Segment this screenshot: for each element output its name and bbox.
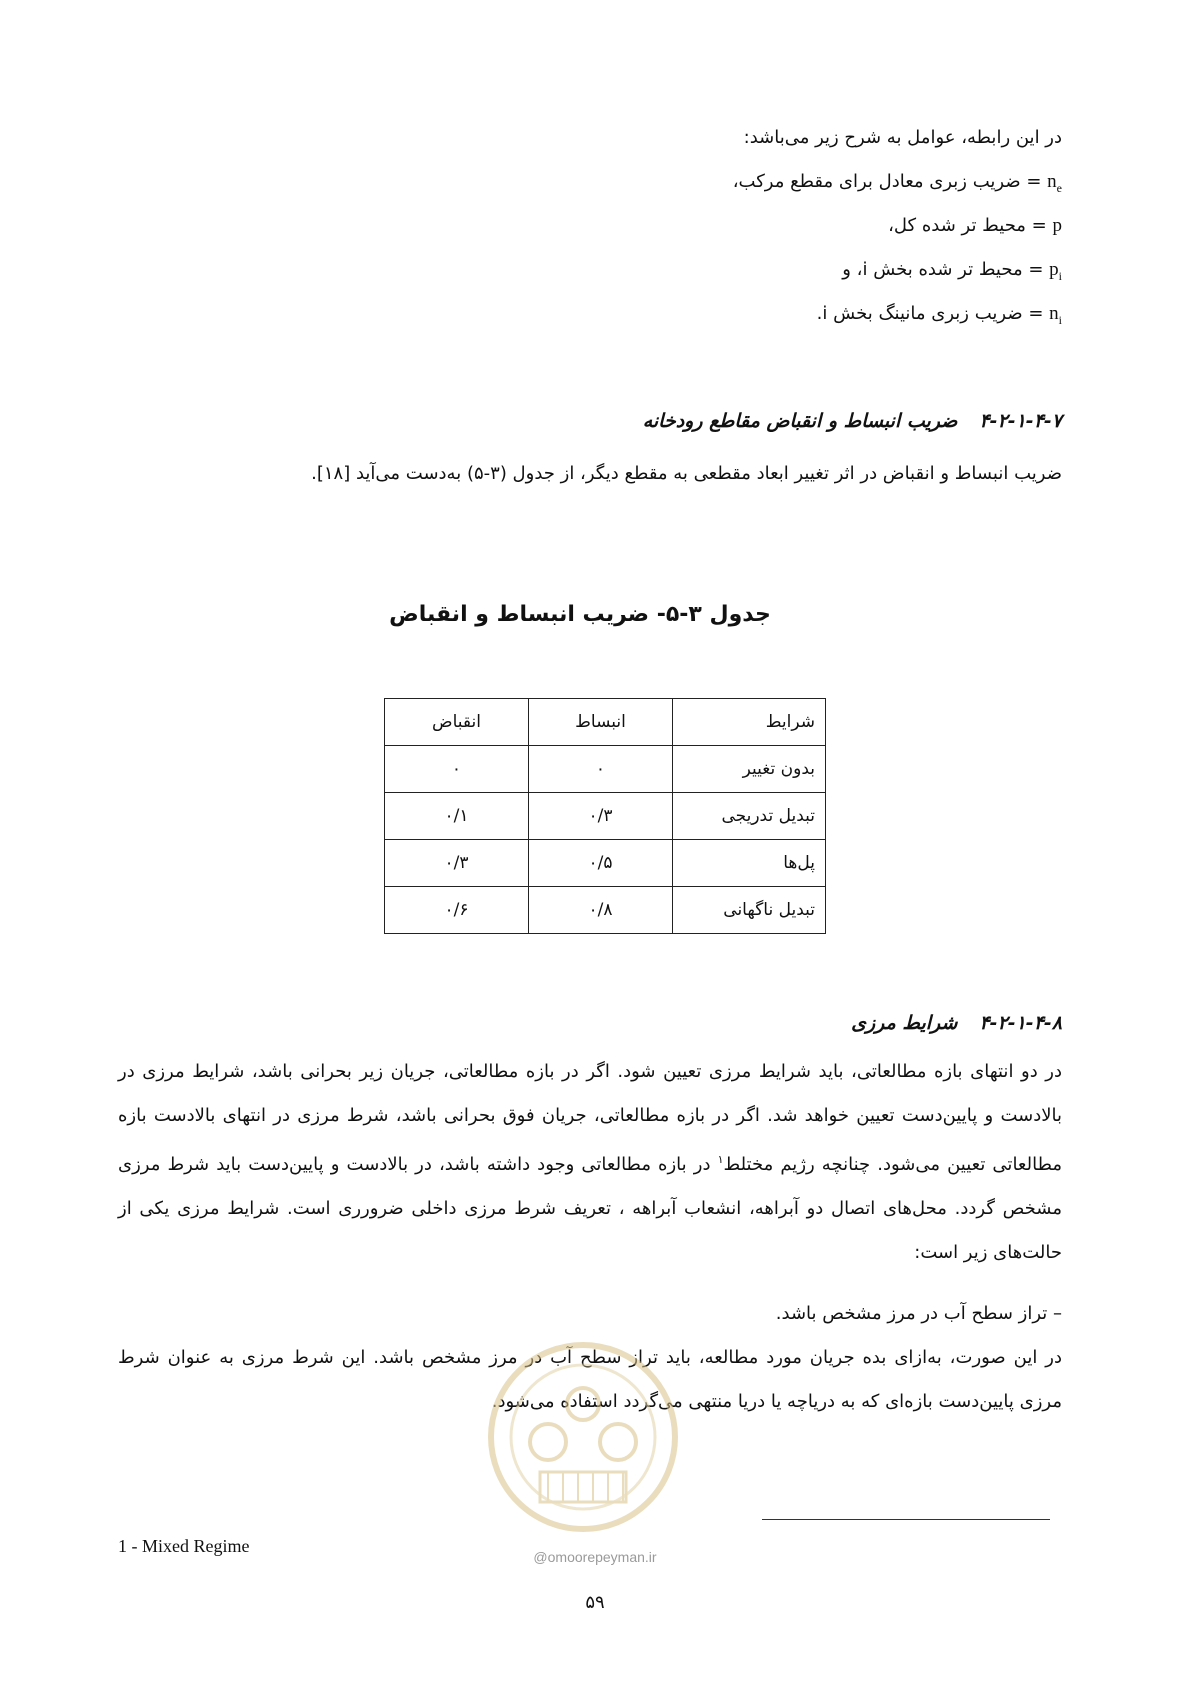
table-header-row <box>385 699 826 746</box>
table-cell: ۰/۱ <box>385 793 529 840</box>
section-body-8: در دو انتهای بازه مطالعاتی، باید شرایط مرزی تعیین شود. اگر در بازه مطالعاتی، جریان زیر بحرانی باشد، شرایط مرزی در بالادست و پایین‌دست تعیین خواهد شد. اگر در بازه مطالعاتی، جریان فوق بحرانی باشد، شرط مرزی در انتهای بالادست بازه مطالعاتی تعیین می‌شود. چنانچه رژیم مختلط$^۱$ در بازه مطالعاتی وجود داشته باشد، در بالادست و پایین‌دست باید شرط مرزی مشخص گردد. محل‌های اتصال دو آبراهه، انشعاب آبراهه ، تعریف شرط مرزی داخلی ضرورری است. شرایط مرزی یکی از حالت‌های زیر است: <box>118 1061 1062 1263</box>
intro-text: در این رابطه، عوامل به شرح زیر می‌باشد: <box>743 127 1062 148</box>
table-header: شرایط <box>673 699 826 746</box>
variable-ni <box>817 302 1062 332</box>
variable-description: = محیط تر شده بخش i، و <box>842 259 1044 280</box>
bullet-item: – تراز سطح آب در مرز مشخص باشد. <box>775 1303 1062 1324</box>
variable-symbol: $p_i$ <box>1049 259 1062 283</box>
footnote-divider <box>762 1519 1050 1520</box>
table-cell: ۰/۳ <box>529 793 673 840</box>
footnote-ref[interactable]: ۱ <box>717 1153 724 1166</box>
table-cell: تبدیل تدریجی <box>673 793 826 840</box>
variable-description: = محیط تر شده کل، <box>888 215 1047 236</box>
watermark-text: @omoorepeyman.ir <box>533 1549 657 1565</box>
table-cell: ۰/۳ <box>385 840 529 887</box>
section-title: ضریب انبساط و انقباض مقاطع رودخانه <box>642 410 958 432</box>
variable-p <box>888 214 1062 238</box>
table-header: انقباض <box>385 699 529 746</box>
table-row <box>385 887 826 934</box>
table-cell: پل‌ها <box>673 840 826 887</box>
table-cell: ۰/۵ <box>529 840 673 887</box>
variable-symbol: $n_e$ <box>1047 171 1062 195</box>
table-cell: بدون تغییر <box>673 746 826 793</box>
table-row <box>385 793 826 840</box>
section-body-8b: در این صورت، به‌ازای بده جریان مورد مطالعه، باید تراز سطح آب در مرز مشخص باشد. این شرط مرزی به عنوان شرط مرزی پایین‌دست بازه‌ای که به دریاچه یا دریا منتهی می‌گردد استفاده می‌شود. <box>118 1347 1062 1412</box>
table-row <box>385 840 826 887</box>
variable-ne <box>733 170 1062 200</box>
section-number: ۴-۲-۱-۴-۷ <box>979 410 1062 432</box>
section-body-7: ضریب انبساط و انقباض در اثر تغییر ابعاد مقطعی به مقطع دیگر، از جدول (۳-۵) به‌دست می‌آید [۱۸]. <box>311 463 1062 484</box>
table-header: انبساط <box>529 699 673 746</box>
seal-watermark-icon <box>478 1332 688 1582</box>
table-cell: تبدیل ناگهانی <box>673 887 826 934</box>
section-title: شرایط مرزی <box>851 1012 958 1034</box>
variable-description: = ضریب زبری مانینگ بخش i. <box>816 303 1044 324</box>
table-cell: ۰ <box>529 746 673 793</box>
section-number: ۴-۲-۱-۴-۸ <box>979 1012 1062 1034</box>
section-heading-7 <box>643 410 1062 432</box>
table-row <box>385 746 826 793</box>
variable-description: = ضریب زبری معادل برای مقطع مرکب، <box>732 171 1042 192</box>
table-cell: ۰ <box>385 746 529 793</box>
variable-symbol: p <box>1052 215 1062 236</box>
variable-pi <box>842 258 1062 288</box>
footnote-text: 1 - Mixed Regime <box>118 1536 250 1556</box>
table-cell: ۰/۶ <box>385 887 529 934</box>
section-heading-8 <box>851 1012 1062 1034</box>
table-caption: جدول ۳-۵- ضریب انبساط و انقباض <box>389 602 771 627</box>
coefficient-table <box>384 698 826 934</box>
variable-symbol: $n_i$ <box>1049 303 1062 327</box>
table-cell: ۰/۸ <box>529 887 673 934</box>
page-number: ۵۹ <box>585 1592 605 1613</box>
